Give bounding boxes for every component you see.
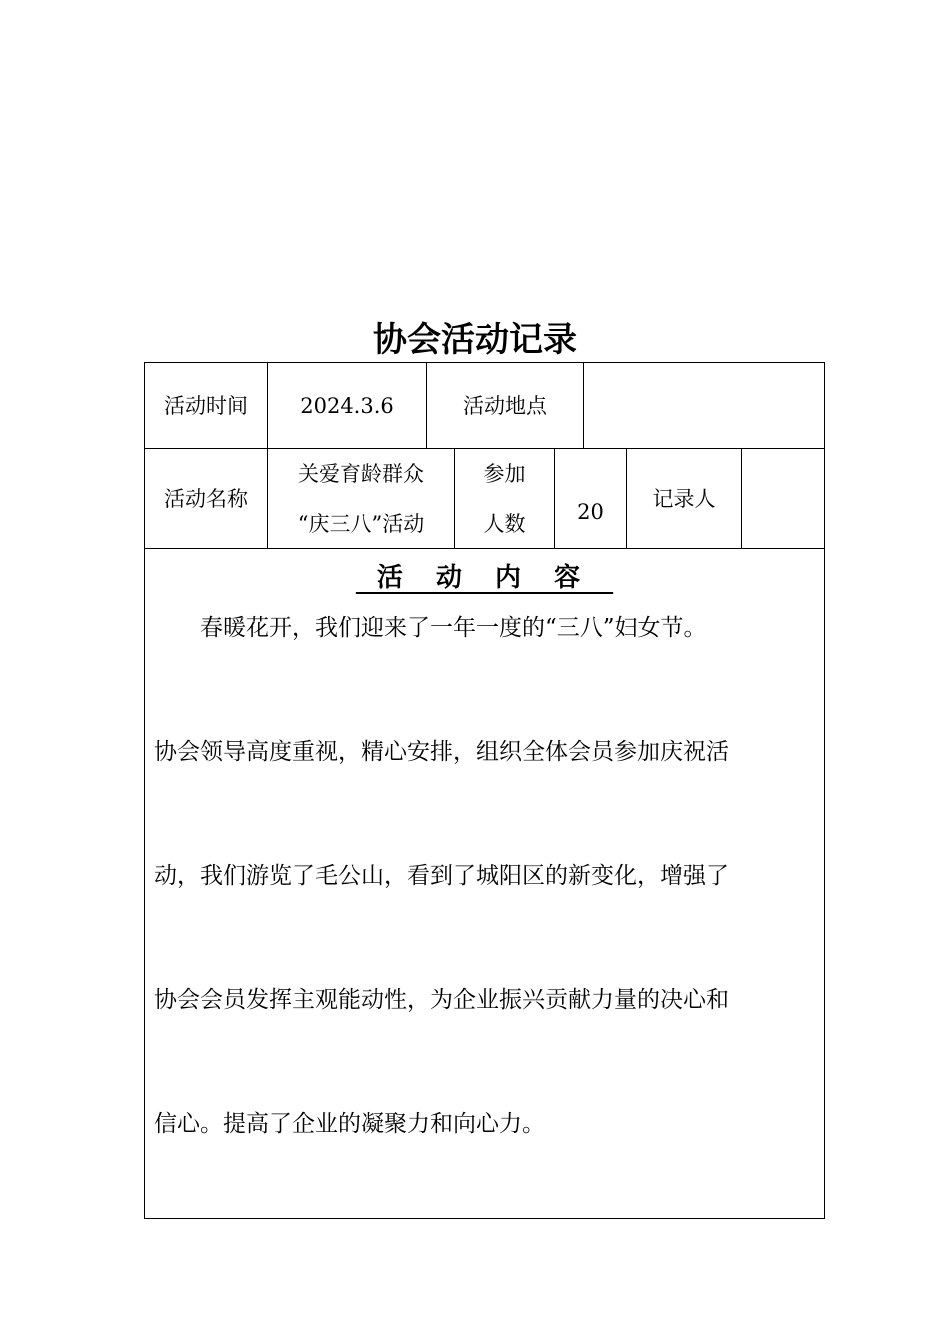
content-line-1: 春暖花开，我们迎来了一年一度的“三八”妇女节。 [154, 615, 707, 641]
activity-place-value [584, 363, 824, 448]
activity-name-line2: “庆三八”活动 [297, 511, 425, 536]
content-line-4: 协会会员发挥主观能动性，为企业振兴贡献力量的决心和 [154, 987, 729, 1013]
activity-name-value [268, 449, 454, 548]
activity-place-label: 活动地点 [463, 393, 547, 418]
participant-count-label-line2: 人数 [483, 511, 526, 536]
activity-time-value: 2024.3.6 [300, 394, 394, 418]
activity-time-label: 活动时间 [164, 393, 248, 418]
content-line-2: 协会领导高度重视，精心安排，组织全体会员参加庆祝活 [154, 739, 729, 765]
content-heading [144, 560, 825, 596]
content-line-5: 信心。提高了企业的凝聚力和向心力。 [154, 1111, 545, 1137]
activity-name-line1: 关爱育龄群众 [298, 461, 424, 486]
participant-count-value: 20 [577, 499, 604, 524]
recorder-label: 记录人 [652, 486, 716, 511]
activity-name-label: 活动名称 [164, 486, 248, 511]
participant-count-label-line1: 参加 [483, 461, 526, 486]
content-heading-text: 活 动 内 容 [355, 563, 614, 593]
recorder-value [742, 449, 824, 548]
participant-count-label [455, 449, 554, 548]
content-line-3: 动，我们游览了毛公山，看到了城阳区的新变化，增强了 [154, 863, 729, 889]
document-title: 协会活动记录 [373, 320, 577, 360]
